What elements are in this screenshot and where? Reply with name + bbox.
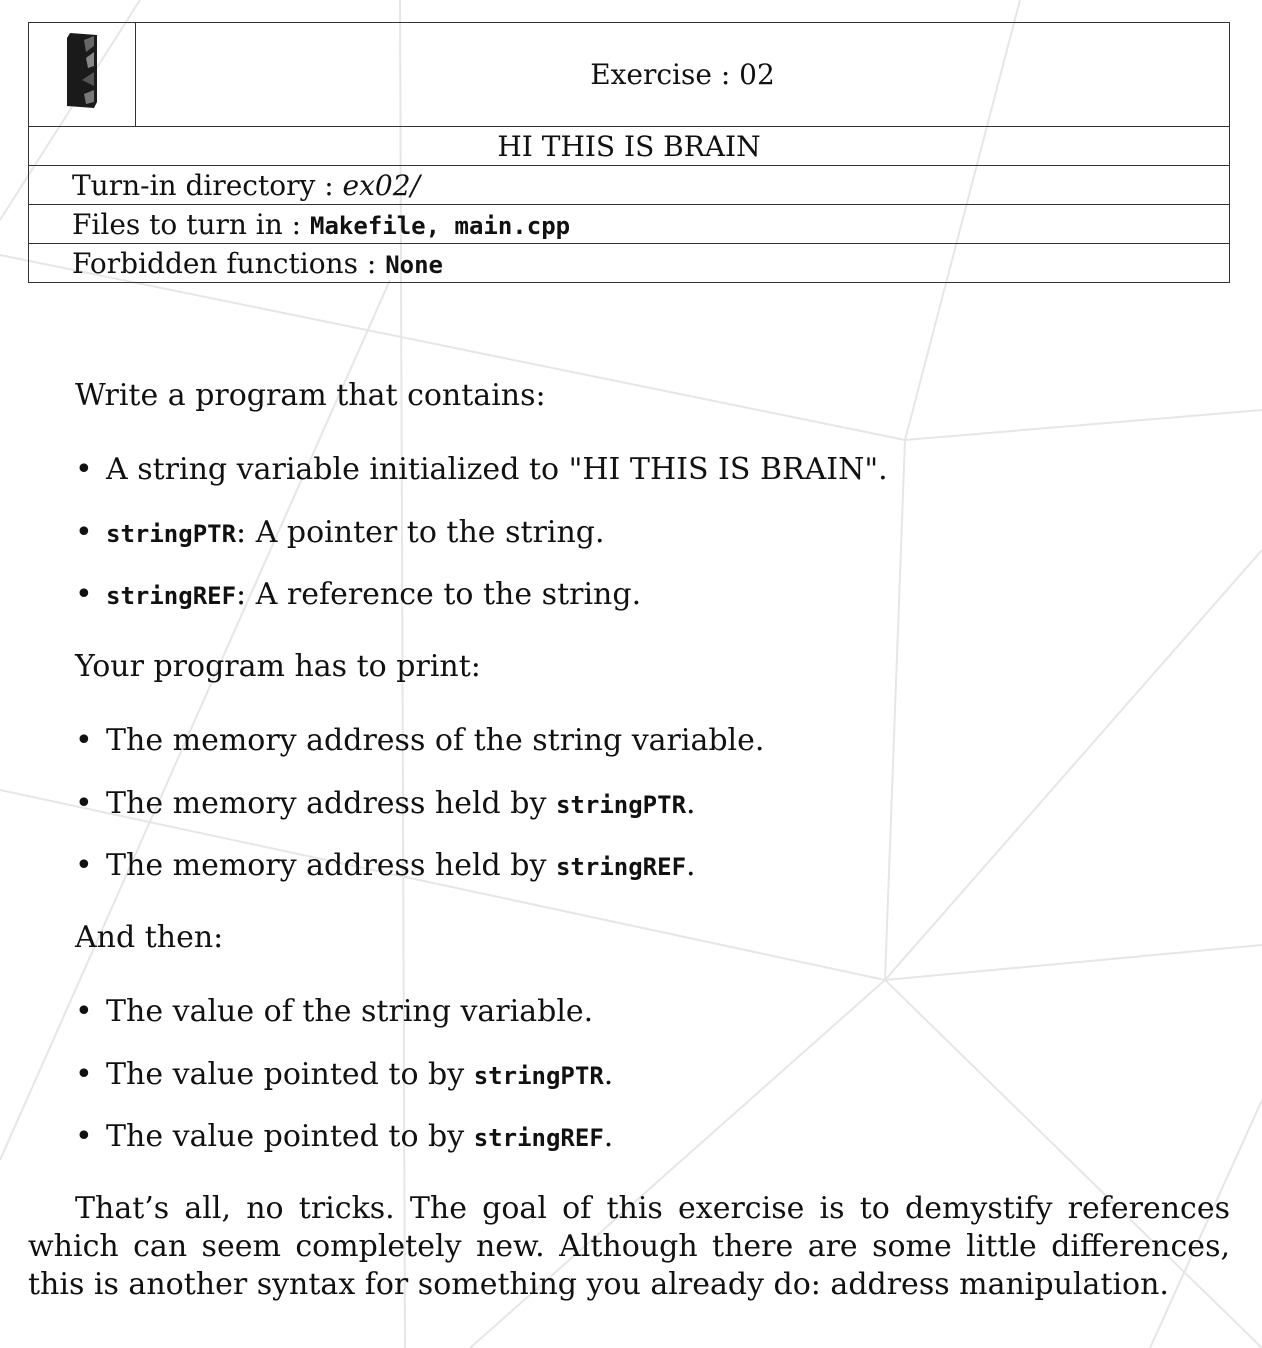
exercise-header-table (28, 22, 1230, 283)
bullet-icon: • (75, 994, 93, 1029)
bullet-icon: • (75, 452, 93, 487)
bullet-icon: • (75, 785, 93, 821)
bullet-icon: • (75, 1056, 93, 1092)
files-value: Makefile, main.cpp (310, 211, 571, 240)
closing-paragraph: That’s all, no tricks. The goal of this exercise is to demystify references which can seem completely new. Although there are some little differences, this is another syntax for something you already do: address manipulation. (28, 1191, 1230, 1302)
turnin-label: Turn-in directory : (72, 168, 343, 202)
list-item: • The value of the string variable. (0, 992, 613, 1055)
forbidden-label: Forbidden functions : (72, 246, 386, 280)
turnin-value: ex02/ (342, 168, 420, 202)
list-item: • The memory address of the string variable. (0, 721, 764, 784)
contains-list (0, 450, 888, 638)
school-logo-icon (64, 32, 100, 110)
list-item: • A string variable initialized to "HI THIS IS BRAIN". (0, 450, 888, 513)
exercise-title: Exercise : 02 (136, 23, 1230, 127)
list-item: • The memory address held by stringPTR. (0, 784, 764, 847)
turnin-directory-row (29, 166, 1230, 205)
forbidden-functions-row (29, 244, 1230, 283)
intro-paragraph: Write a program that contains: (75, 378, 546, 413)
bullet-icon: • (75, 514, 93, 550)
bullet-icon: • (75, 1119, 93, 1154)
forbidden-value: None (385, 250, 443, 279)
files-label: Files to turn in : (72, 207, 311, 241)
bullet-icon: • (75, 577, 93, 612)
list-item: • The memory address held by stringREF. (0, 846, 764, 909)
prints-list (0, 721, 764, 909)
logo-cell (29, 23, 136, 127)
thens-list (0, 992, 613, 1180)
list-item: • stringPTR: A pointer to the string. (0, 513, 888, 576)
list-item: • stringREF: A reference to the string. (0, 575, 888, 638)
files-to-turn-in-row (29, 205, 1230, 244)
list-item: • The value pointed to by stringREF. (0, 1117, 613, 1180)
then-intro-paragraph: And then: (75, 920, 224, 955)
print-intro-paragraph: Your program has to print: (75, 649, 481, 684)
bullet-icon: • (75, 848, 93, 883)
bullet-icon: • (75, 723, 93, 758)
list-item: • The value pointed to by stringPTR. (0, 1055, 613, 1118)
exercise-subject: HI THIS IS BRAIN (29, 127, 1230, 166)
